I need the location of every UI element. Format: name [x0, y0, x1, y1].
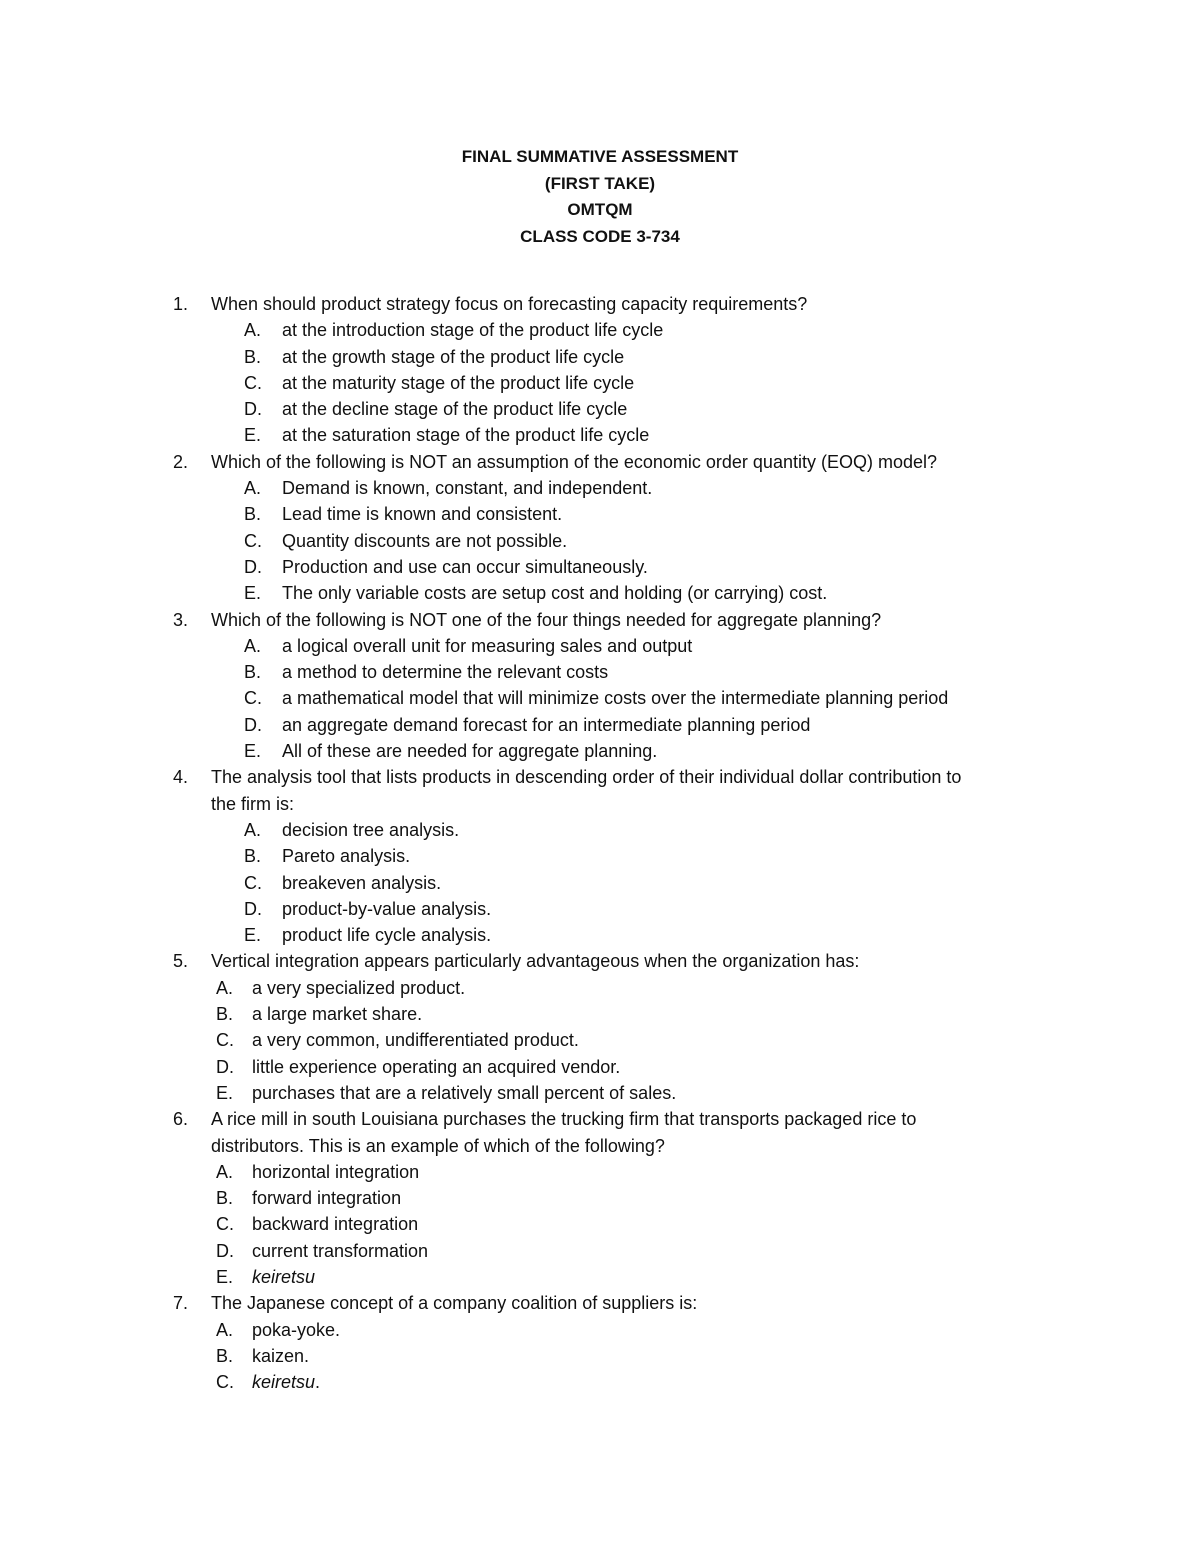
course-name: OMTQM [567, 200, 633, 219]
question-text: the firm is: [211, 793, 295, 814]
question-number: 3. [173, 609, 189, 630]
question-5 [0, 948, 1200, 1106]
question-text: distributors. This is an example of which of the following? [211, 1135, 665, 1156]
question-line [0, 948, 1200, 974]
option-text-wrap [282, 633, 692, 659]
option-text: Quantity discounts are not possible. [282, 530, 568, 551]
option-label: E. [244, 925, 262, 946]
question-line [0, 1106, 1200, 1132]
option-text-wrap [282, 501, 562, 527]
option-text: breakeven analysis. [282, 872, 442, 893]
question-text: A rice mill in south Louisiana purchases the trucking firm that transports packaged rice to [211, 1109, 917, 1130]
option-text: a large market share. [252, 1004, 423, 1025]
answer-option [0, 1369, 1200, 1395]
option-text-wrap [282, 817, 459, 843]
option-text: an aggregate demand forecast for an intermediate planning period [282, 714, 811, 735]
option-text-wrap [282, 922, 491, 948]
option-label: B. [216, 1345, 234, 1366]
question-number: 7. [173, 1293, 189, 1314]
question-text: The analysis tool that lists products in descending order of their individual dollar contribution to [211, 767, 962, 788]
answer-option [0, 317, 1200, 343]
option-text-wrap [252, 1001, 422, 1027]
option-text-wrap [252, 1238, 428, 1264]
answer-option [0, 501, 1200, 527]
option-text: keiretsu [252, 1266, 316, 1287]
answer-option [0, 554, 1200, 580]
answer-option [0, 1080, 1200, 1106]
option-text-wrap [252, 1369, 320, 1395]
option-label: E. [244, 583, 262, 604]
question-text: Which of the following is NOT an assumption of the economic order quantity (EOQ) model? [211, 451, 938, 472]
option-text-wrap [282, 870, 441, 896]
option-label: D. [244, 898, 262, 919]
answer-option [0, 1238, 1200, 1264]
option-label: D. [244, 399, 262, 420]
question-line [0, 1290, 1200, 1316]
option-text: at the introduction stage of the product life cycle [282, 320, 664, 341]
option-text: product life cycle analysis. [282, 925, 492, 946]
option-label: E. [216, 1266, 234, 1287]
option-label: D. [244, 714, 262, 735]
option-label: A. [216, 977, 234, 998]
option-text-wrap [282, 896, 491, 922]
assessment-title: FINAL SUMMATIVE ASSESSMENT [461, 147, 739, 166]
option-text: product-by-value analysis. [282, 898, 492, 919]
option-text: Production and use can occur simultaneously. [282, 556, 648, 577]
question-7 [0, 1290, 1200, 1395]
answer-option [0, 1211, 1200, 1237]
option-text-wrap [282, 475, 652, 501]
option-text: little experience operating an acquired vendor. [252, 1056, 621, 1077]
option-text: Demand is known, constant, and independent. [282, 478, 653, 499]
document-header [0, 144, 1200, 250]
option-text-wrap [282, 712, 810, 738]
option-label: A. [244, 819, 262, 840]
question-line [0, 291, 1200, 317]
option-label: B. [244, 346, 262, 367]
option-label: D. [244, 556, 262, 577]
answer-option [0, 922, 1200, 948]
answer-option [0, 896, 1200, 922]
question-line [0, 791, 1200, 817]
option-text: keiretsu [252, 1372, 316, 1393]
option-label: A. [244, 320, 262, 341]
option-text: decision tree analysis. [282, 819, 460, 840]
answer-option [0, 1159, 1200, 1185]
option-text: a very specialized product. [252, 977, 466, 998]
option-label: C. [244, 530, 262, 551]
option-label: B. [244, 662, 262, 683]
answer-option [0, 712, 1200, 738]
option-text: current transformation [252, 1240, 429, 1261]
option-text: at the saturation stage of the product life cycle [282, 425, 650, 446]
question-3 [0, 607, 1200, 765]
option-text: a method to determine the relevant costs [282, 662, 609, 683]
option-text-wrap [252, 1343, 309, 1369]
question-1 [0, 291, 1200, 449]
answer-option [0, 1027, 1200, 1053]
option-label: C. [244, 372, 262, 393]
option-text-wrap [282, 370, 634, 396]
answer-option [0, 422, 1200, 448]
option-text: All of these are needed for aggregate planning. [282, 741, 658, 762]
question-2 [0, 449, 1200, 607]
answer-option [0, 870, 1200, 896]
option-label: C. [244, 872, 262, 893]
option-text: at the maturity stage of the product life cycle [282, 372, 635, 393]
answer-option [0, 633, 1200, 659]
question-4 [0, 764, 1200, 948]
option-label: B. [244, 846, 262, 867]
option-label: A. [216, 1319, 234, 1340]
option-text: Lead time is known and consistent. [282, 504, 563, 525]
answer-option [0, 1001, 1200, 1027]
answer-option [0, 344, 1200, 370]
option-text: at the decline stage of the product life cycle [282, 399, 628, 420]
answer-option [0, 580, 1200, 606]
option-text-wrap [282, 422, 649, 448]
option-text-wrap [282, 317, 663, 343]
option-text-wrap [252, 975, 465, 1001]
option-label: D. [216, 1056, 234, 1077]
option-text: a logical overall unit for measuring sales and output [282, 635, 693, 656]
option-label: C. [216, 1214, 234, 1235]
option-text-wrap [282, 344, 624, 370]
option-text: horizontal integration [252, 1161, 420, 1182]
option-text: forward integration [252, 1188, 402, 1209]
option-label: C. [244, 688, 262, 709]
question-text: When should product strategy focus on forecasting capacity requirements? [211, 294, 808, 314]
question-number: 4. [173, 767, 189, 788]
question-text: Vertical integration appears particularly advantageous when the organization has: [211, 951, 860, 972]
option-suffix: . [315, 1372, 321, 1393]
question-number: 1. [173, 294, 189, 314]
question-number: 6. [173, 1109, 189, 1130]
answer-option [0, 1054, 1200, 1080]
answer-option [0, 1264, 1200, 1290]
answer-option [0, 738, 1200, 764]
option-label: B. [216, 1188, 234, 1209]
option-text-wrap [252, 1317, 340, 1343]
answer-option [0, 1185, 1200, 1211]
option-text-wrap [282, 738, 657, 764]
option-text-wrap [282, 843, 410, 869]
option-label: A. [244, 635, 262, 656]
question-number: 2. [173, 451, 189, 472]
option-text: a very common, undifferentiated product. [252, 1030, 579, 1051]
question-text: The Japanese concept of a company coalition of suppliers is: [211, 1293, 698, 1314]
option-text-wrap [252, 1054, 620, 1080]
option-text: The only variable costs are setup cost and holding (or carrying) cost. [282, 583, 828, 604]
option-label: C. [216, 1372, 234, 1393]
answer-option [0, 1343, 1200, 1369]
option-label: A. [244, 478, 262, 499]
option-text: at the growth stage of the product life cycle [282, 346, 625, 367]
assessment-subtitle: (FIRST TAKE) [544, 173, 656, 193]
answer-option [0, 475, 1200, 501]
answer-option [0, 396, 1200, 422]
option-label: E. [244, 741, 262, 762]
option-text: backward integration [252, 1214, 419, 1235]
option-text-wrap [252, 1080, 676, 1106]
question-list [0, 291, 1200, 1395]
option-text-wrap [282, 396, 627, 422]
option-text-wrap [252, 1159, 419, 1185]
option-text: Pareto analysis. [282, 846, 411, 867]
class-code: CLASS CODE 3-734 [520, 226, 680, 246]
option-label: D. [216, 1240, 234, 1261]
option-text-wrap [282, 659, 608, 685]
option-text-wrap [252, 1211, 418, 1237]
option-label: B. [216, 1004, 234, 1025]
question-number: 5. [173, 951, 189, 972]
option-text-wrap [252, 1027, 579, 1053]
answer-option [0, 843, 1200, 869]
option-text: purchases that are a relatively small percent of sales. [252, 1082, 677, 1103]
answer-option [0, 1317, 1200, 1343]
question-line [0, 607, 1200, 633]
option-text-wrap [282, 685, 948, 711]
option-text: poka-yoke. [252, 1319, 341, 1340]
answer-option [0, 817, 1200, 843]
option-label: E. [216, 1082, 234, 1103]
question-line [0, 449, 1200, 475]
question-line [0, 764, 1200, 790]
answer-option [0, 370, 1200, 396]
answer-option [0, 528, 1200, 554]
option-text-wrap [282, 580, 827, 606]
option-label: B. [244, 504, 262, 525]
option-text-wrap [252, 1185, 401, 1211]
question-6 [0, 1106, 1200, 1290]
option-text-wrap [252, 1264, 315, 1290]
answer-option [0, 659, 1200, 685]
option-label: E. [244, 425, 262, 446]
option-text: a mathematical model that will minimize costs over the intermediate planning period [282, 688, 949, 709]
option-text-wrap [282, 554, 648, 580]
option-label: C. [216, 1030, 234, 1051]
option-text-wrap [282, 528, 567, 554]
question-text: Which of the following is NOT one of the four things needed for aggregate planning? [211, 609, 882, 630]
option-text: kaizen. [252, 1345, 310, 1366]
answer-option [0, 685, 1200, 711]
answer-option [0, 975, 1200, 1001]
option-label: A. [216, 1161, 234, 1182]
question-line [0, 1133, 1200, 1159]
